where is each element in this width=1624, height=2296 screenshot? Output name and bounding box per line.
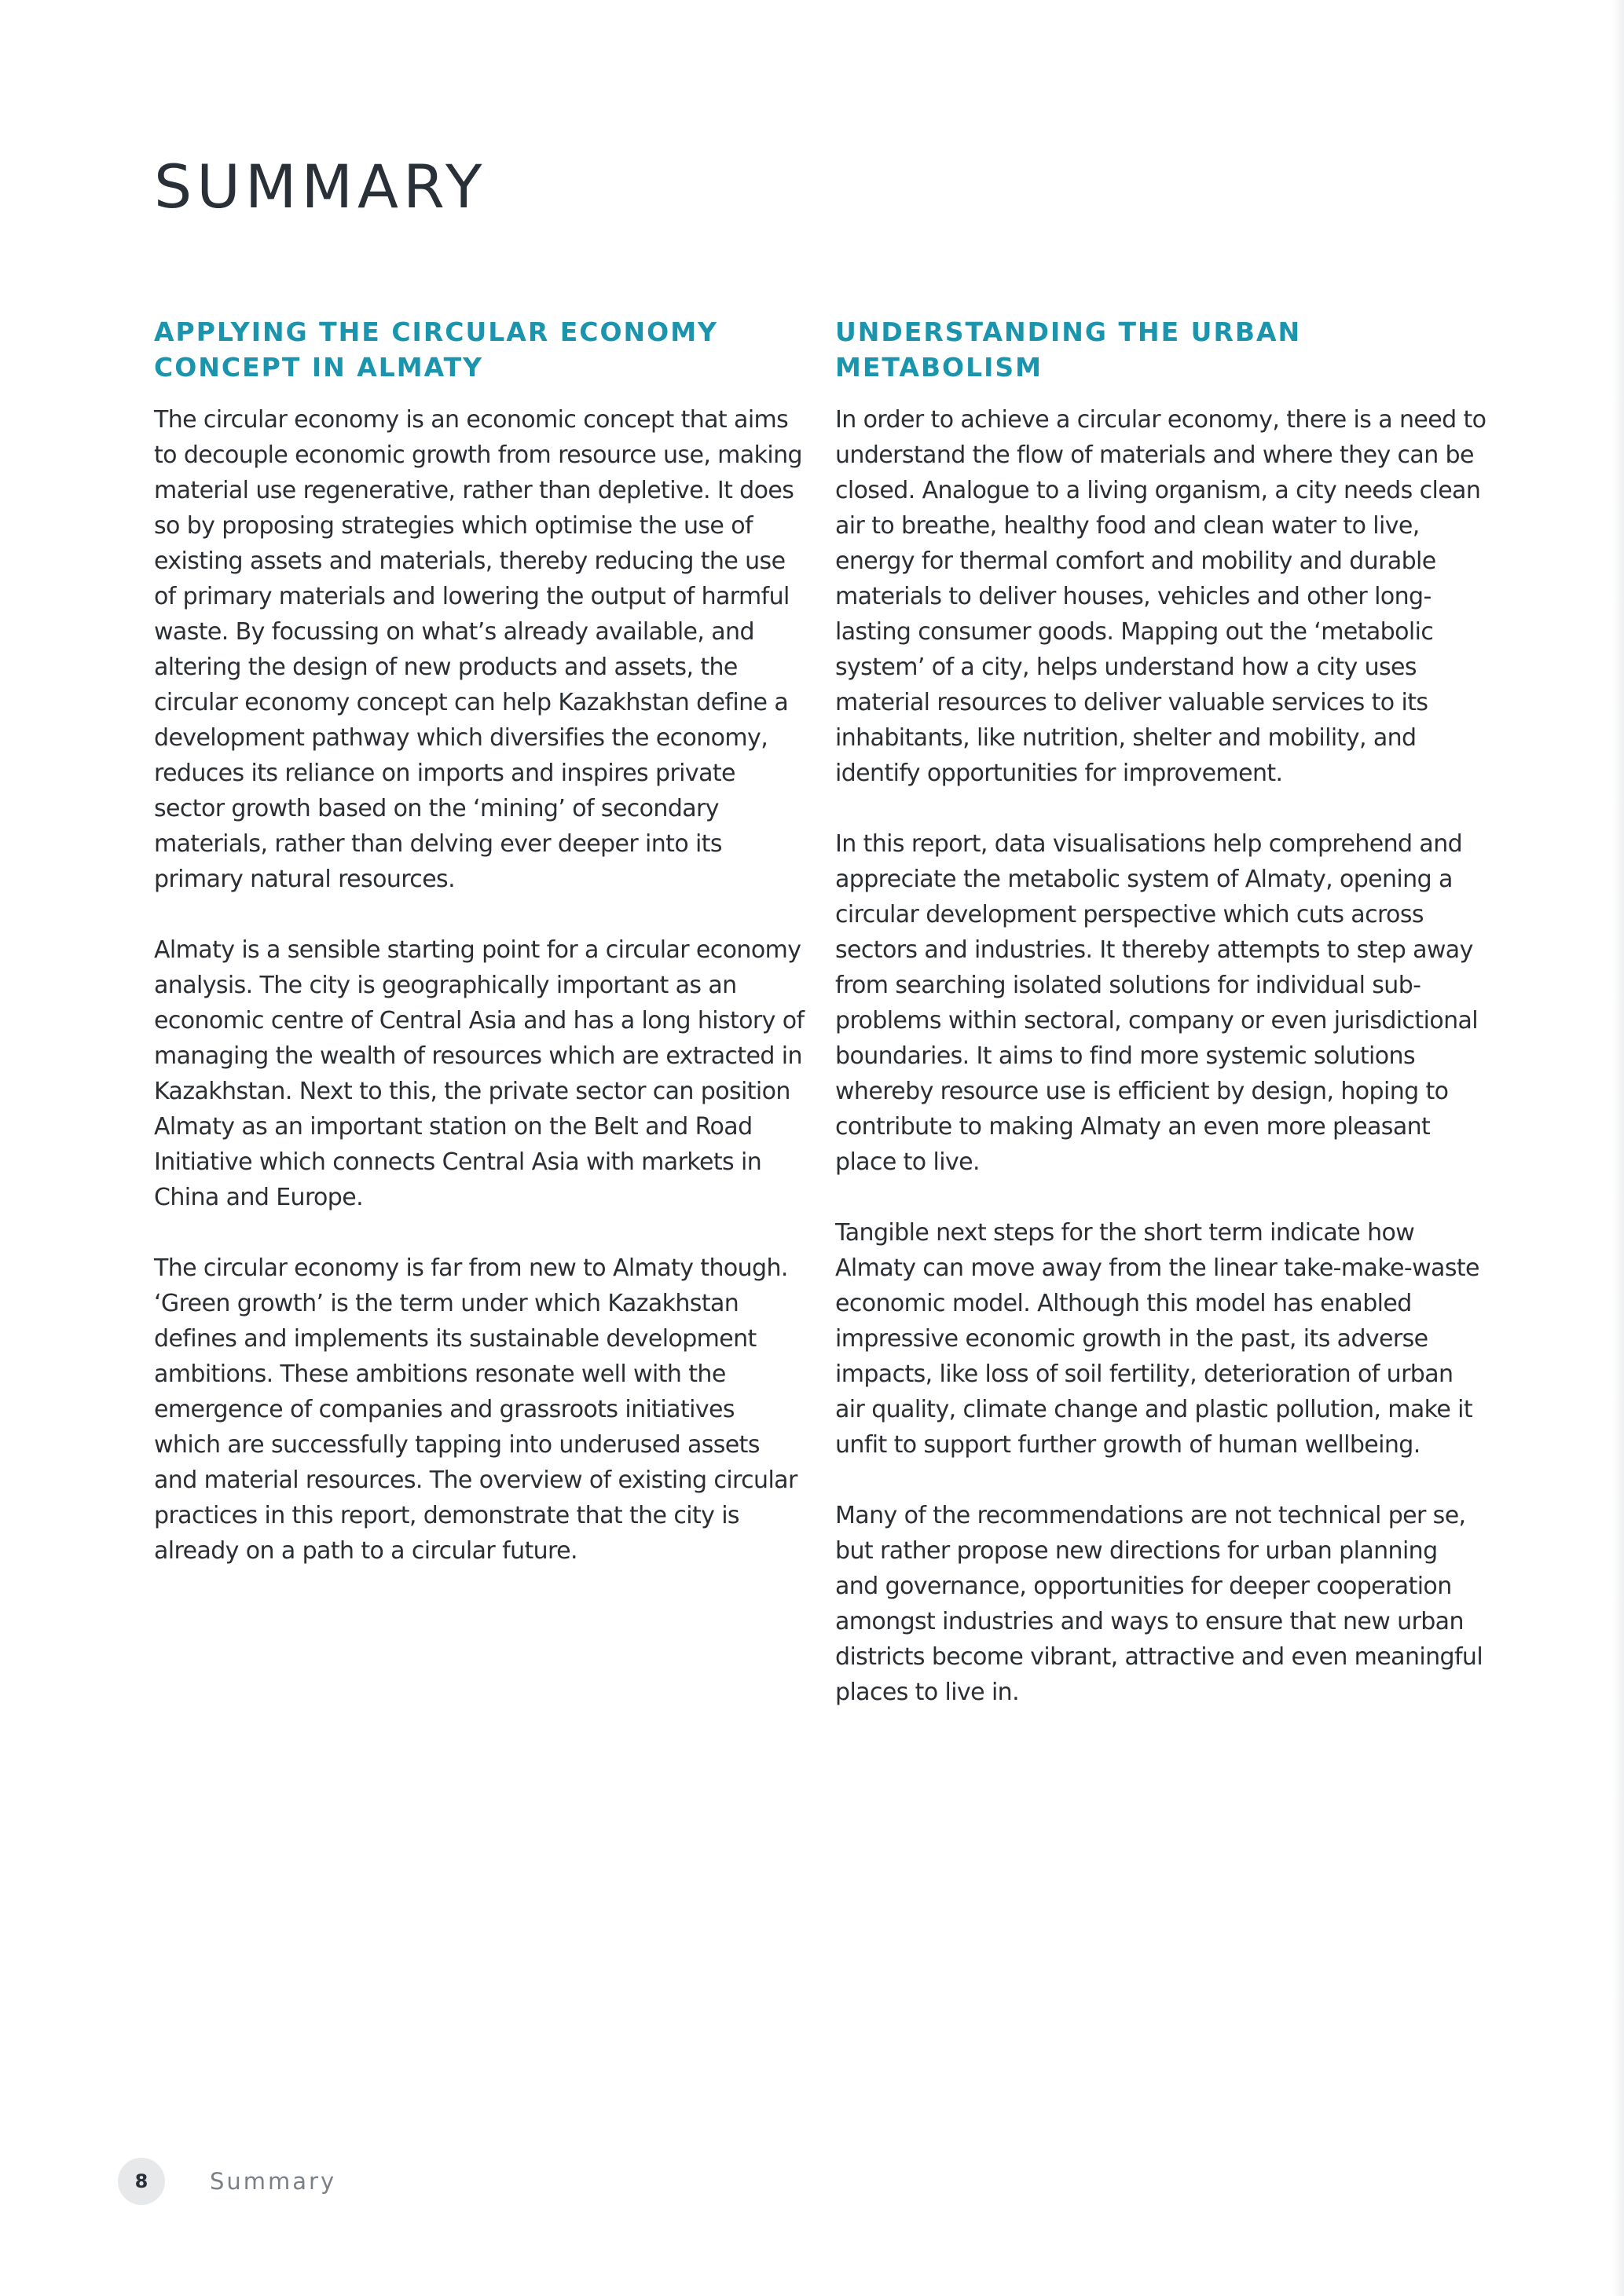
page-number-badge: 8: [118, 2158, 165, 2205]
left-column: [154, 314, 806, 1604]
page-title: SUMMARY: [154, 152, 487, 222]
page-edge-shadow: [1613, 0, 1624, 2296]
paragraph: In order to achieve a circular economy, there is a need to understand the flow of materials and where they can be closed. Analogue to a living organism, a city needs clean air to breathe, healthy food and clean water to live, energy for thermal comfort and mobility and durable materials to deliver houses, vehicles and other long-lasting consumer goods. Mapping out the ‘metabolic system’ of a city, helps understand how a city uses material resources to deliver valuable services to its inhabitants, like nutrition, shelter and mobility, and identify opportunities for improvement.: [835, 406, 1487, 787]
section-heading-urban-metabolism: UNDERSTANDING THE URBAN METABOLISM: [835, 317, 1302, 383]
page-footer: [118, 2158, 336, 2205]
paragraph: Many of the recommendations are not technical per se, but rather propose new directions for urban planning and governance, opportunities for deeper cooperation amongst industries and ways to ensure that new urban districts become vibrant, attractive and even meaningful places to live in.: [835, 1502, 1483, 1706]
paragraph: Almaty is a sensible starting point for a circular economy analysis. The city is geographically important as an economic centre of Central Asia and has a long history of managing the wealth of resources which are extracted in Kazakhstan. Next to this, the private sector can position Almaty as an important station on the Belt and Road Initiative which connects Central Asia with markets in China and Europe.: [154, 936, 805, 1211]
paragraph: The circular economy is far from new to Almaty though. ‘Green growth’ is the term under which Kazakhstan defines and implements its sustainable development ambitions. These ambitions resonate well with the emergence of companies and grassroots initiatives which are successfully tapping into underused assets and material resources. The overview of existing circular practices in this report, demonstrate that the city is already on a path to a circular future.: [154, 1254, 797, 1565]
right-column: [835, 314, 1487, 1745]
footer-section-label: Summary: [210, 2168, 337, 2195]
section-heading-circular-economy: APPLYING THE CIRCULAR ECONOMY CONCEPT IN ALMATY: [154, 317, 718, 383]
paragraph: The circular economy is an economic concept that aims to decouple economic growth from resource use, making material use regenerative, rather than depletive. It does so by proposing strategies which optimise the use of existing assets and materials, thereby reducing the use of primary materials and lowering the output of harmful waste. By focussing on what’s already available, and altering the design of new products and assets, the circular economy concept can help Kazakhstan define a development pathway which diversifies the economy, reduces its reliance on imports and inspires private sector growth based on the ‘mining’ of secondary materials, rather than delving ever deeper into its primary natural resources.: [154, 406, 802, 893]
paragraph: Tangible next steps for the short term indicate how Almaty can move away from the linear take-make-waste economic model. Although this model has enabled impressive economic growth in the past, its adverse impacts, like loss of soil fertility, deterioration of urban air quality, climate change and plastic pollution, make it unfit to support further growth of human wellbeing.: [835, 1219, 1479, 1459]
paragraph: In this report, data visualisations help comprehend and appreciate the metabolic system of Almaty, opening a circular development perspective which cuts across sectors and industries. It thereby attempts to step away from searching isolated solutions for individual sub-problems within sectoral, company or even jurisdictional boundaries. It aims to find more systemic solutions whereby resource use is efficient by design, hoping to contribute to making Almaty an even more pleasant place to live.: [835, 830, 1479, 1176]
